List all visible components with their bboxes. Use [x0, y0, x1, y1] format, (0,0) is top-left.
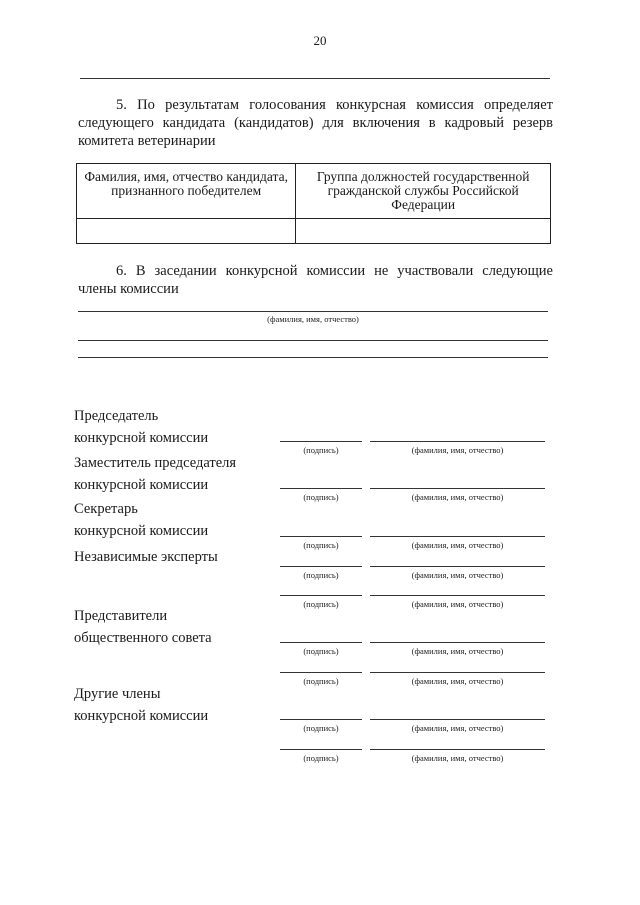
signature-caption: (подпись) — [303, 570, 339, 580]
name-line[interactable] — [370, 488, 545, 489]
signature-line[interactable] — [280, 441, 362, 442]
table-header-position-group: Группа должностей государственной гражданской службы Российской Федерации — [296, 164, 551, 219]
name-line[interactable] — [370, 441, 545, 442]
name-caption: (фамилия, имя, отчество) — [411, 599, 504, 609]
signature-caption: (подпись) — [303, 445, 339, 455]
signature-caption: (подпись) — [303, 753, 339, 763]
role-deputy-chairman — [74, 452, 236, 496]
signature-block — [280, 642, 548, 662]
role-chairman — [74, 405, 208, 449]
signature-block — [280, 566, 548, 586]
name-caption: (фамилия, имя, отчество) — [411, 445, 504, 455]
signature-line[interactable] — [280, 595, 362, 596]
signature-block — [280, 749, 548, 769]
name-caption: (фамилия, имя, отчество) — [411, 723, 504, 733]
name-line[interactable] — [370, 642, 545, 643]
signature-line[interactable] — [280, 749, 362, 750]
table-row — [77, 219, 551, 244]
role-label: Представители — [74, 608, 168, 624]
signature-block — [280, 488, 548, 508]
role-other-members — [74, 683, 208, 727]
table-header-candidate: Фамилия, имя, отчество кандидата, признанного победителем — [77, 164, 296, 219]
section-6-text: 6. В заседании конкурсной комиссии не участвовали следующие члены комиссии — [78, 263, 553, 297]
signature-line[interactable] — [280, 719, 362, 720]
signature-caption: (подпись) — [303, 599, 339, 609]
page-number: 20 — [313, 33, 327, 48]
signature-line[interactable] — [280, 566, 362, 567]
absent-line-1 — [78, 311, 548, 312]
name-caption: (фамилия, имя, отчество) — [411, 646, 504, 656]
role-label: Независимые эксперты — [74, 549, 218, 565]
role-label: конкурсной комиссии — [74, 477, 209, 493]
name-caption: (фамилия, имя, отчество) — [411, 492, 504, 502]
signature-line[interactable] — [280, 642, 362, 643]
signature-caption: (подпись) — [303, 723, 339, 733]
role-label: Председатель — [74, 408, 159, 424]
signature-block — [280, 595, 548, 615]
top-rule — [80, 78, 550, 79]
name-caption: (фамилия, имя, отчество) — [411, 753, 504, 763]
signature-line[interactable] — [280, 672, 362, 673]
role-label: конкурсной комиссии — [74, 708, 209, 724]
absent-caption: (фамилия, имя, отчество) — [267, 314, 359, 324]
absent-line-3 — [78, 357, 548, 358]
signature-block — [280, 441, 548, 461]
name-line[interactable] — [370, 749, 545, 750]
role-label: Секретарь — [74, 501, 138, 517]
signature-block — [280, 536, 548, 556]
role-label: Другие члены — [74, 686, 161, 702]
name-caption: (фамилия, имя, отчество) — [411, 570, 504, 580]
absent-line-2 — [78, 340, 548, 341]
role-label: Заместитель председателя — [74, 455, 237, 471]
section-5-text: 5. По результатам голосования конкурсная комиссия определяет следующего кандидата (кандидатов) для включения в кадровый резерв комитета ветеринарии — [78, 97, 553, 149]
name-caption: (фамилия, имя, отчество) — [411, 676, 504, 686]
role-public-council — [74, 605, 212, 649]
table-cell — [77, 219, 296, 244]
signature-caption: (подпись) — [303, 646, 339, 656]
name-line[interactable] — [370, 595, 545, 596]
role-label: конкурсной комиссии — [74, 430, 209, 446]
signature-block — [280, 719, 548, 739]
name-line[interactable] — [370, 536, 545, 537]
role-independent-experts — [74, 546, 218, 568]
name-line[interactable] — [370, 566, 545, 567]
table-header-row — [77, 164, 551, 219]
table-cell — [296, 219, 551, 244]
role-label: конкурсной комиссии — [74, 523, 209, 539]
name-line[interactable] — [370, 719, 545, 720]
role-label: общественного совета — [74, 630, 212, 646]
role-secretary — [74, 498, 208, 542]
name-line[interactable] — [370, 672, 545, 673]
signature-line[interactable] — [280, 488, 362, 489]
signature-caption: (подпись) — [303, 676, 339, 686]
signature-line[interactable] — [280, 536, 362, 537]
signature-block — [280, 672, 548, 692]
signature-caption: (подпись) — [303, 540, 339, 550]
signature-caption: (подпись) — [303, 492, 339, 502]
result-table — [76, 163, 551, 244]
name-caption: (фамилия, имя, отчество) — [411, 540, 504, 550]
